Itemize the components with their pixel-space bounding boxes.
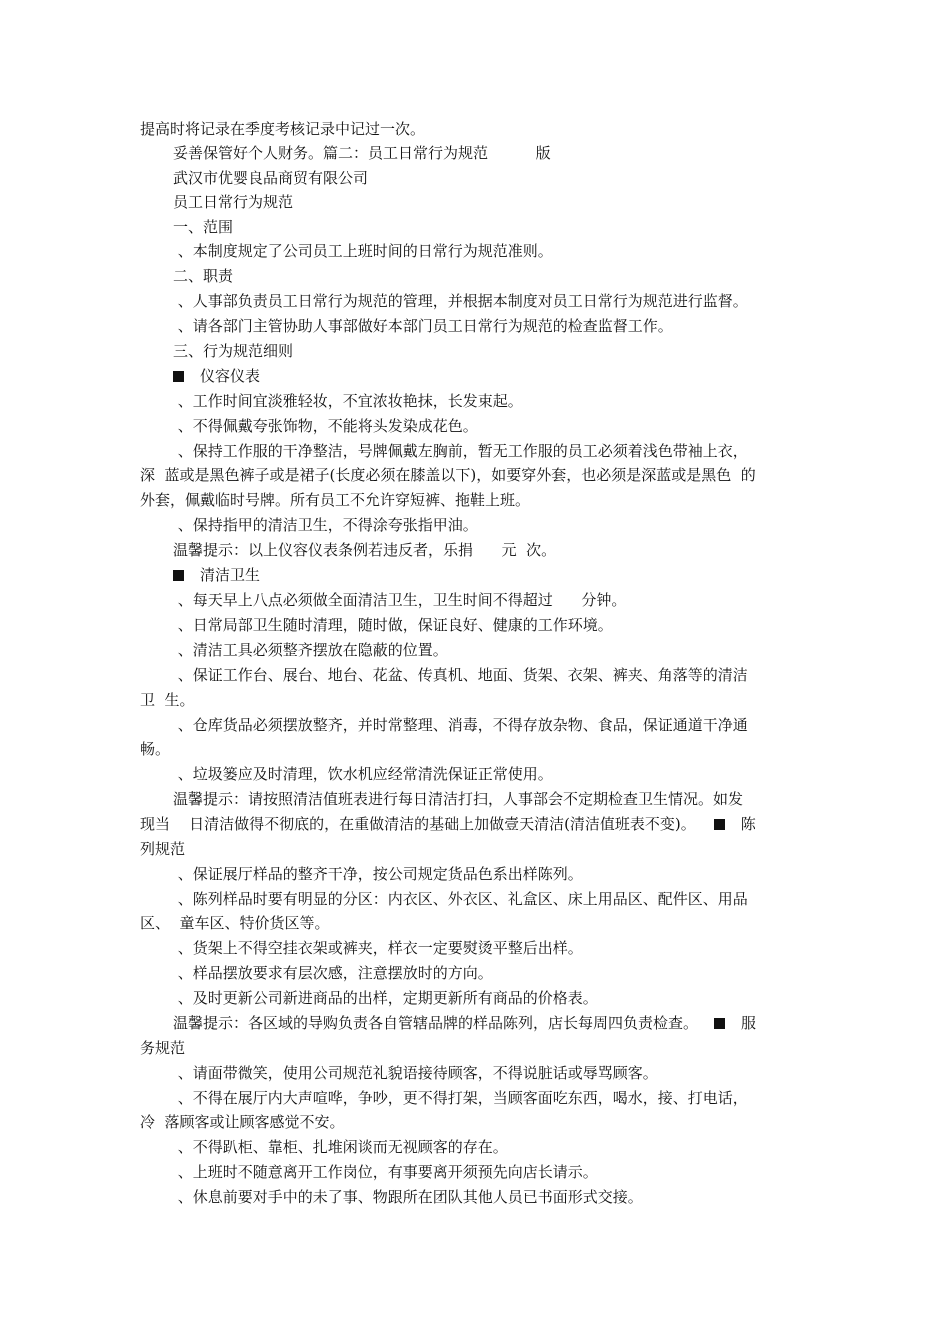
section-heading: 一、范围 — [173, 218, 234, 236]
subsection-label-cont: 务规范 — [140, 1039, 186, 1057]
text-line: 、工作时间宜淡雅轻妆，不宜浓妆艳抹，长发束起。 — [173, 392, 523, 410]
text-line: 、保持指甲的清洁卫生，不得涂夸张指甲油。 — [173, 516, 478, 534]
section-heading: 三、行为规范细则 — [173, 342, 294, 360]
subsection-label: 陈 — [740, 815, 756, 833]
text-line: 、人事部负责员工日常行为规范的管理，并根据本制度对员工日常行为规范进行监督。 — [173, 292, 748, 310]
subsection-heading — [173, 365, 260, 387]
text-line: 、休息前要对手中的未了事、物跟所在团队其他人员已书面形式交接。 — [173, 1188, 643, 1206]
text-line: 、保持工作服的干净整洁，号牌佩戴左胸前，暂无工作服的员工必须着浅色带袖上衣， — [173, 442, 748, 460]
tip-line: 温馨提示：以上仪容仪表条例若违反者，乐捐 元 次。 — [173, 541, 557, 559]
tip-text: 现当 日清洁做得不彻底的，在重做清洁的基础上加做壹天清洁(清洁值班表不变)。 — [140, 815, 696, 833]
text-line: 、每天早上八点必须做全面清洁卫生，卫生时间不得超过 分钟。 — [173, 591, 627, 609]
text-line: 、货架上不得空挂衣架或裤夹，样衣一定要熨烫平整后出样。 — [173, 939, 583, 957]
square-bullet-icon — [173, 570, 184, 581]
subsection-label: 清洁卫生 — [200, 566, 261, 584]
text-line: 、请各部门主管协助人事部做好本部门员工日常行为规范的检查监督工作。 — [173, 317, 673, 335]
tip-line: 温馨提示：请按照清洁值班表进行每日清洁打扫，人事部会不定期检查卫生情况。如发 — [173, 790, 744, 808]
square-bullet-icon — [714, 1018, 725, 1029]
text-line: 区、 童车区、特价货区等。 — [140, 914, 330, 932]
text-line: 、及时更新公司新进商品的出样，定期更新所有商品的价格表。 — [173, 989, 598, 1007]
text-line: 、本制度规定了公司员工上班时间的日常行为规范准则。 — [173, 242, 553, 260]
text-line: 外套，佩戴临时号牌。所有员工不允许穿短裤、拖鞋上班。 — [140, 491, 531, 509]
text-line: 、仓库货品必须摆放整齐，并时常整理、消毒，不得存放杂物、食品，保证通道干净通 — [173, 716, 748, 734]
text-line: 、上班时不随意离开工作岗位，有事要离开须预先向店长请示。 — [173, 1163, 598, 1181]
text-line: 、不得在展厅内大声喧哗，争吵，更不得打架，当顾客面吃东西，喝水，接、打电话， — [173, 1089, 748, 1107]
text-line: 、不得佩戴夸张饰物，不能将头发染成花色。 — [173, 417, 478, 435]
text-line: 、陈列样品时要有明显的分区：内衣区、外衣区、礼盒区、床上用品区、配件区、用品 — [173, 890, 748, 908]
text-line: 冷 落顾客或让顾客感觉不安。 — [140, 1113, 345, 1131]
text-line: 、请面带微笑，使用公司规范礼貌语接待顾客，不得说脏话或辱骂顾客。 — [173, 1064, 658, 1082]
text-line: 深 蓝或是黑色裤子或是裙子(长度必须在膝盖以下)，如要穿外套，也必须是深蓝或是黑色 的 — [140, 466, 756, 484]
subsection-label: 仪容仪表 — [200, 367, 261, 385]
text-line: 、不得趴柜、靠柜、扎堆闲谈而无视顾客的存在。 — [173, 1138, 508, 1156]
text-line: 、样品摆放要求有层次感，注意摆放时的方向。 — [173, 964, 493, 982]
text-line: 、垃圾篓应及时清理，饮水机应经常清洗保证正常使用。 — [173, 765, 553, 783]
text-line: 提高时将记录在季度考核记录中记过一次。 — [140, 120, 426, 138]
text-line: 、清洁工具必须整齐摆放在隐蔽的位置。 — [173, 641, 448, 659]
text-line: 、保证工作台、展台、地台、花盆、传真机、地面、货架、衣架、裤夹、角落等的清洁 — [173, 666, 748, 684]
tip-line — [140, 813, 756, 835]
company-name: 武汉市优婴良品商贸有限公司 — [173, 169, 369, 187]
text-line: 、日常局部卫生随时清理，随时做，保证良好、健康的工作环境。 — [173, 616, 613, 634]
text-line: 、保证展厅样品的整齐干净，按公司规定货品色系出样陈列。 — [173, 865, 583, 883]
square-bullet-icon — [714, 819, 725, 830]
tip-text: 温馨提示：各区域的导购负责各自管辖品牌的样品陈列，店长每周四负责检查。 — [173, 1014, 699, 1032]
text-line: 妥善保管好个人财务。篇二：员工日常行为规范 版 — [173, 144, 551, 162]
subsection-label: 服 — [741, 1014, 757, 1032]
subsection-heading — [173, 564, 260, 586]
text-line: 畅。 — [140, 740, 171, 758]
document-title: 员工日常行为规范 — [173, 193, 294, 211]
subsection-label-cont: 列规范 — [140, 840, 186, 858]
tip-line — [173, 1012, 756, 1034]
text-line: 卫 生。 — [140, 691, 195, 709]
section-heading: 二、职责 — [173, 267, 234, 285]
square-bullet-icon — [173, 371, 184, 382]
